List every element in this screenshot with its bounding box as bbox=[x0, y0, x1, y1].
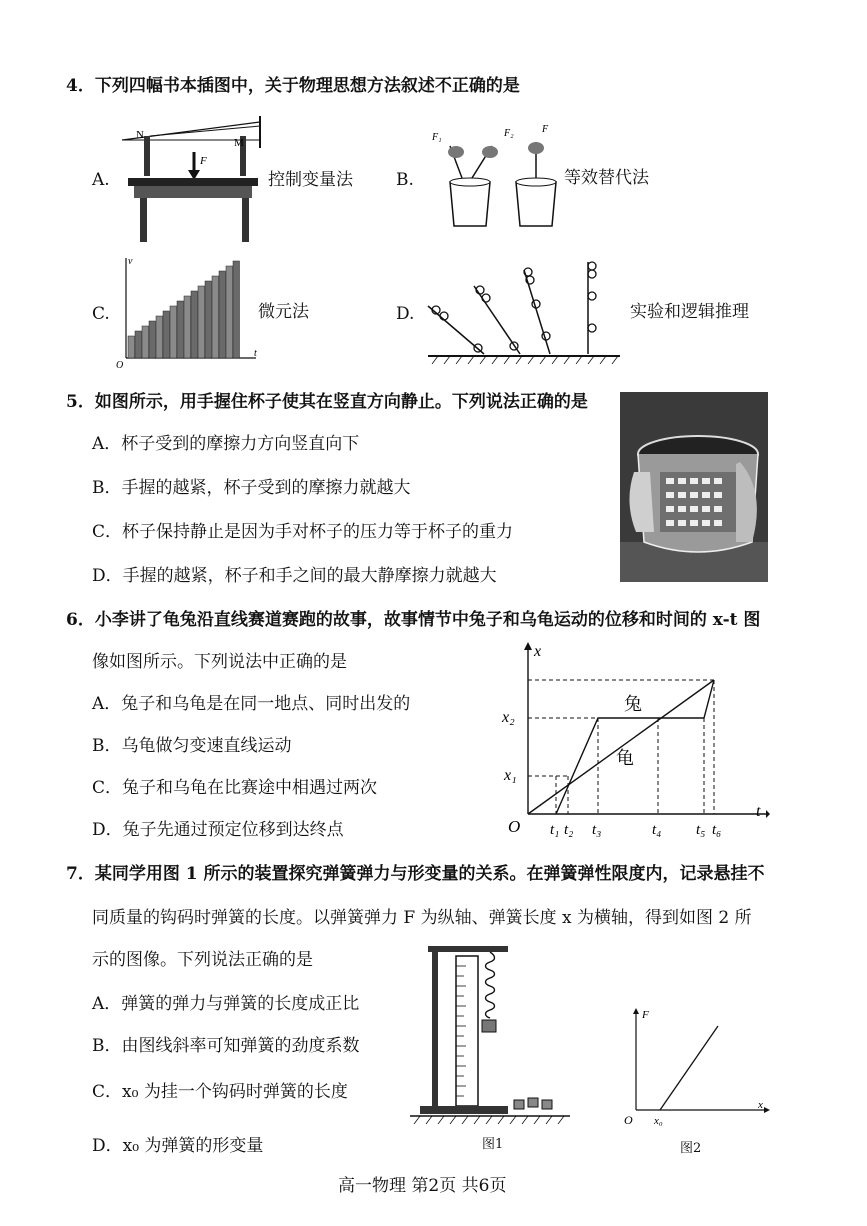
q7-fig1-caption: 图1 bbox=[482, 1137, 504, 1152]
q6-graph-t5: t₅ bbox=[696, 822, 706, 838]
q7-fig2-fx-graph bbox=[622, 1006, 772, 1130]
q7-fig2-f-label: F bbox=[642, 1009, 649, 1021]
q4-fig-b-two-cups bbox=[432, 122, 562, 232]
q7-option-d: D．x₀ 为弹簧的形变量 bbox=[92, 1136, 264, 1156]
micro-bar bbox=[226, 266, 233, 358]
q4-option-b-letter: B. bbox=[396, 170, 414, 190]
micro-bar bbox=[149, 321, 156, 358]
q6-graph-x1-label: x₁ bbox=[504, 767, 517, 784]
q6-graph-x-axis-label: x bbox=[534, 643, 542, 660]
q6-option-b: B．乌龟做匀变速直线运动 bbox=[92, 736, 292, 756]
q6-option-d: D．兔子先通过预定位移到达终点 bbox=[92, 820, 344, 840]
page-footer: 高一物理 第2页 共6页 bbox=[338, 1176, 507, 1196]
q5-option-d: D．手握的越紧，杯子和手之间的最大静摩擦力就越大 bbox=[92, 566, 497, 586]
q4-fig-a-m-label: M bbox=[234, 137, 244, 149]
q6-graph-t6: t₆ bbox=[712, 822, 722, 838]
micro-bar bbox=[205, 281, 212, 358]
q5-hand-holding-cup-photo bbox=[620, 392, 768, 582]
q4-fig-c-bars bbox=[128, 261, 240, 358]
micro-bar bbox=[219, 271, 226, 358]
q7-option-b: B．由图线斜率可知弹簧的劲度系数 bbox=[92, 1036, 360, 1056]
q6-option-a: A．兔子和乌龟是在同一地点、同时出发的 bbox=[92, 694, 411, 714]
q5-option-c: C．杯子保持静止是因为手对杯子的压力等于杯子的重力 bbox=[92, 522, 514, 542]
micro-bar bbox=[128, 336, 135, 358]
micro-bar bbox=[135, 331, 142, 358]
q6-stem-line1: 6．小李讲了龟兔沿直线赛道赛跑的故事，故事情节中兔子和乌龟运动的位移和时间的 x-t 图 bbox=[66, 610, 761, 630]
q7-stem-line3: 示的图像。下列说法正确的是 bbox=[92, 950, 313, 970]
q6-graph-t1: t₁ bbox=[550, 822, 560, 838]
micro-bar bbox=[163, 311, 170, 358]
q4-fig-d-inclines bbox=[424, 256, 620, 364]
q5-option-a: A．杯子受到的摩擦力方向竖直向下 bbox=[92, 434, 360, 454]
micro-bar bbox=[184, 296, 191, 358]
q6-xt-graph bbox=[498, 640, 770, 840]
micro-bar bbox=[177, 301, 184, 358]
q4-fig-c-t-label: t bbox=[254, 348, 257, 359]
q4-option-a-letter: A. bbox=[92, 170, 110, 190]
q4-option-d-label: 实验和逻辑推理 bbox=[630, 302, 749, 322]
q4-fig-a-mirror-table bbox=[120, 112, 270, 247]
q4-option-a-label: 控制变量法 bbox=[268, 170, 353, 190]
micro-bar bbox=[156, 316, 163, 358]
q7-fig2-origin-label: O bbox=[624, 1113, 633, 1127]
q7-fig2-x-label: x bbox=[758, 1099, 763, 1111]
q7-stem-line2: 同质量的钩码时弹簧的长度。以弹簧弹力 F 为纵轴、弹簧长度 x 为横轴，得到如图 2 所 bbox=[92, 908, 752, 928]
micro-bar bbox=[142, 326, 149, 358]
q4-fig-c-vt-bars bbox=[112, 252, 262, 368]
q7-fig2-caption: 图2 bbox=[680, 1141, 702, 1156]
q6-option-c: C．兔子和乌龟在比赛途中相遇过两次 bbox=[92, 778, 378, 798]
q6-graph-t3: t₃ bbox=[592, 822, 602, 838]
q4-fig-a-n-label: N bbox=[136, 129, 144, 141]
q6-graph-t2: t₂ bbox=[564, 822, 574, 838]
q7-fig2-x0-label: x₀ bbox=[654, 1115, 663, 1127]
micro-bar bbox=[170, 306, 177, 358]
q4-fig-c-v-label: v bbox=[128, 256, 133, 267]
q4-fig-b-f2-label: F₂ bbox=[504, 128, 514, 139]
q7-fig1-spring-stand bbox=[410, 940, 570, 1130]
q4-fig-a-f-label: F bbox=[200, 155, 207, 167]
q7-stem-line1: 7．某同学用图 1 所示的装置探究弹簧弹力与形变量的关系。在弹簧弹性限度内，记录悬挂不 bbox=[66, 864, 765, 884]
q6-graph-x2-label: x₂ bbox=[502, 709, 515, 726]
micro-bar bbox=[233, 261, 240, 358]
q4-stem: 4．下列四幅书本插图中，关于物理思想方法叙述不正确的是 bbox=[66, 76, 520, 96]
q6-graph-t4: t₄ bbox=[652, 822, 662, 838]
q7-option-a: A．弹簧的弹力与弹簧的长度成正比 bbox=[92, 994, 360, 1014]
q5-option-b: B．手握的越紧，杯子受到的摩擦力就越大 bbox=[92, 478, 411, 498]
q4-option-b-label: 等效替代法 bbox=[564, 168, 649, 188]
q4-fig-b-f-label: F bbox=[542, 124, 549, 135]
q7-option-c: C．x₀ 为挂一个钩码时弹簧的长度 bbox=[92, 1082, 348, 1102]
q4-option-c-letter: C. bbox=[92, 304, 110, 324]
micro-bar bbox=[198, 286, 205, 358]
q4-fig-b-f1-label: F₁ bbox=[432, 132, 442, 143]
q6-graph-origin-label: O bbox=[508, 817, 521, 836]
q6-graph-rabbit-label: 兔 bbox=[624, 694, 642, 714]
q4-option-c-label: 微元法 bbox=[258, 302, 309, 322]
q6-graph-t-axis-label: t bbox=[756, 803, 761, 820]
micro-bar bbox=[191, 291, 198, 358]
q4-fig-c-o-label: O bbox=[116, 360, 124, 368]
micro-bar bbox=[212, 276, 219, 358]
q5-stem: 5．如图所示，用手握住杯子使其在竖直方向静止。下列说法正确的是 bbox=[66, 392, 588, 412]
q6-graph-turtle-label: 龟 bbox=[616, 748, 634, 768]
q4-option-d-letter: D. bbox=[396, 304, 415, 324]
q6-stem-line2: 像如图所示。下列说法中正确的是 bbox=[92, 652, 347, 672]
